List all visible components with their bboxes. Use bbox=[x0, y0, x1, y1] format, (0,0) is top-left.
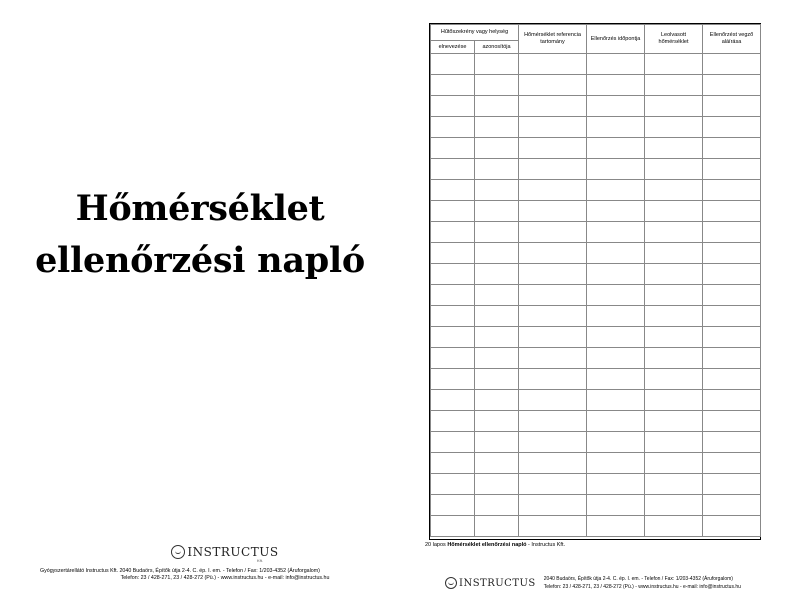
table-cell bbox=[587, 264, 645, 285]
logo-subtext: Kft. bbox=[256, 558, 263, 563]
table-cell bbox=[587, 243, 645, 264]
table-cell bbox=[475, 285, 519, 306]
table-row bbox=[431, 180, 761, 201]
table-cell bbox=[645, 222, 703, 243]
table-cell bbox=[645, 117, 703, 138]
table-cell bbox=[587, 117, 645, 138]
caption-bold: Hőmérséklet ellenőrzési napló bbox=[447, 542, 527, 548]
logo-text: INSTRUCTUS bbox=[187, 545, 279, 559]
table-cell bbox=[645, 306, 703, 327]
instructus-logo bbox=[40, 545, 410, 559]
table-row bbox=[431, 306, 761, 327]
company-contact-line: Telefon: 23 / 428-271, 23 / 428-272 (Pü.) - www.instructus.hu - e-mail: info@instructus.hu bbox=[120, 575, 330, 581]
table-cell bbox=[587, 453, 645, 474]
table-cell bbox=[519, 369, 587, 390]
table-cell bbox=[519, 285, 587, 306]
table-cell bbox=[645, 453, 703, 474]
table-row bbox=[431, 327, 761, 348]
header-name: elnevezése bbox=[431, 41, 475, 54]
table-cell bbox=[519, 96, 587, 117]
table-cell bbox=[475, 159, 519, 180]
title-line-1: Hőmérséklet bbox=[75, 188, 325, 229]
right-footer-address: 2040 Budaörs, Építők útja 2-4. C. ép. I. em. - Telefon / Fax: 1/203-4352 (Áruforgalom) bbox=[543, 576, 733, 582]
table-row bbox=[431, 117, 761, 138]
table-cell bbox=[519, 516, 587, 537]
table-row bbox=[431, 516, 761, 537]
table-cell bbox=[431, 474, 475, 495]
table-cell bbox=[587, 75, 645, 96]
log-table-container bbox=[429, 23, 761, 540]
table-cell bbox=[431, 243, 475, 264]
table-cell bbox=[431, 96, 475, 117]
table-cell bbox=[475, 264, 519, 285]
table-cell bbox=[645, 54, 703, 75]
table-row bbox=[431, 243, 761, 264]
table-cell bbox=[431, 54, 475, 75]
table-cell bbox=[431, 201, 475, 222]
table-cell bbox=[431, 495, 475, 516]
instructus-logo-icon bbox=[445, 577, 457, 589]
table-cell bbox=[587, 159, 645, 180]
table-row bbox=[431, 54, 761, 75]
table-cell bbox=[587, 306, 645, 327]
left-footer bbox=[40, 545, 410, 581]
table-cell bbox=[703, 180, 761, 201]
table-cell bbox=[645, 348, 703, 369]
table-cell bbox=[587, 411, 645, 432]
header-temperature-range: Hőmérséklet referencia tartomány bbox=[519, 25, 587, 54]
table-cell bbox=[431, 222, 475, 243]
header-temperature-reading: Leolvasott hőmérséklet bbox=[645, 25, 703, 54]
logo-text-small: INSTRUCTUS bbox=[459, 577, 536, 589]
table-cell bbox=[587, 201, 645, 222]
table-cell bbox=[519, 264, 587, 285]
header-fridge-or-room: Hűtőszekrény vagy helység bbox=[431, 25, 519, 41]
table-row bbox=[431, 96, 761, 117]
table-cell bbox=[475, 495, 519, 516]
table-cell bbox=[431, 159, 475, 180]
table-cell bbox=[519, 306, 587, 327]
table-cell bbox=[587, 516, 645, 537]
table-cell bbox=[645, 432, 703, 453]
table-cell bbox=[645, 138, 703, 159]
table-cell bbox=[431, 348, 475, 369]
table-cell bbox=[703, 201, 761, 222]
table-cell bbox=[703, 474, 761, 495]
table-cell bbox=[519, 75, 587, 96]
table-cell bbox=[431, 138, 475, 159]
table-cell bbox=[703, 222, 761, 243]
table-cell bbox=[703, 75, 761, 96]
table-cell bbox=[519, 495, 587, 516]
table-cell bbox=[475, 222, 519, 243]
table-cell bbox=[519, 159, 587, 180]
table-row bbox=[431, 453, 761, 474]
table-cell bbox=[645, 159, 703, 180]
table-cell bbox=[645, 390, 703, 411]
table-row bbox=[431, 201, 761, 222]
table-cell bbox=[431, 327, 475, 348]
table-cell bbox=[475, 180, 519, 201]
log-table bbox=[430, 24, 761, 537]
instructus-logo-icon bbox=[171, 545, 185, 559]
table-row bbox=[431, 348, 761, 369]
table-cell bbox=[431, 411, 475, 432]
table-cell bbox=[519, 411, 587, 432]
header-check-time: Ellenőrzés időpontja bbox=[587, 25, 645, 54]
table-cell bbox=[587, 432, 645, 453]
table-cell bbox=[431, 369, 475, 390]
table-cell bbox=[587, 348, 645, 369]
company-address-line: Gyógyszertárellátó Instructus Kft. 2040 Budaörs, Építők útja 2-4. C. ép. I. em. - Telefon / Fax: 1/203-4352 (Áruforgalom) bbox=[40, 568, 320, 574]
table-cell bbox=[703, 348, 761, 369]
table-caption bbox=[425, 542, 565, 548]
table-cell bbox=[645, 411, 703, 432]
table-cell bbox=[645, 516, 703, 537]
table-cell bbox=[475, 243, 519, 264]
table-cell bbox=[703, 159, 761, 180]
title-line-2: ellenőrzési napló bbox=[35, 240, 365, 281]
table-cell bbox=[703, 285, 761, 306]
table-cell bbox=[645, 495, 703, 516]
table-cell bbox=[519, 180, 587, 201]
table-cell bbox=[519, 327, 587, 348]
table-cell bbox=[475, 327, 519, 348]
table-cell bbox=[703, 306, 761, 327]
table-cell bbox=[703, 264, 761, 285]
table-cell bbox=[703, 54, 761, 75]
table-cell bbox=[645, 243, 703, 264]
header-id: azonosítója bbox=[475, 41, 519, 54]
table-cell bbox=[431, 453, 475, 474]
caption-prefix: 20 lapos bbox=[425, 542, 448, 548]
table-cell bbox=[475, 390, 519, 411]
table-cell bbox=[587, 327, 645, 348]
table-cell bbox=[475, 54, 519, 75]
table-cell bbox=[519, 117, 587, 138]
table-cell bbox=[475, 96, 519, 117]
table-cell bbox=[645, 327, 703, 348]
table-cell bbox=[645, 369, 703, 390]
table-cell bbox=[645, 264, 703, 285]
table-cell bbox=[645, 285, 703, 306]
table-cell bbox=[703, 96, 761, 117]
table-cell bbox=[475, 138, 519, 159]
table-cell bbox=[703, 453, 761, 474]
table-cell bbox=[703, 390, 761, 411]
table-cell bbox=[431, 264, 475, 285]
table-cell bbox=[645, 96, 703, 117]
table-cell bbox=[703, 327, 761, 348]
table-cell bbox=[519, 453, 587, 474]
table-cell bbox=[431, 432, 475, 453]
table-cell bbox=[587, 222, 645, 243]
table-cell bbox=[703, 369, 761, 390]
table-row bbox=[431, 285, 761, 306]
instructus-logo-small bbox=[445, 577, 536, 589]
table-cell bbox=[645, 180, 703, 201]
table-cell bbox=[703, 516, 761, 537]
table-cell bbox=[475, 411, 519, 432]
table-cell bbox=[519, 222, 587, 243]
table-row bbox=[431, 138, 761, 159]
table-row bbox=[431, 222, 761, 243]
table-cell bbox=[475, 453, 519, 474]
table-cell bbox=[587, 54, 645, 75]
table-cell bbox=[645, 75, 703, 96]
table-row bbox=[431, 369, 761, 390]
table-row bbox=[431, 390, 761, 411]
table-row bbox=[431, 474, 761, 495]
table-cell bbox=[475, 516, 519, 537]
table-cell bbox=[475, 348, 519, 369]
table-row bbox=[431, 495, 761, 516]
table-row bbox=[431, 411, 761, 432]
table-cell bbox=[587, 96, 645, 117]
table-cell bbox=[475, 306, 519, 327]
table-row bbox=[431, 432, 761, 453]
table-cell bbox=[519, 138, 587, 159]
table-cell bbox=[475, 369, 519, 390]
table-cell bbox=[519, 348, 587, 369]
table-row bbox=[431, 75, 761, 96]
table-cell bbox=[587, 180, 645, 201]
table-cell bbox=[519, 474, 587, 495]
log-table-body bbox=[431, 54, 761, 537]
table-cell bbox=[475, 117, 519, 138]
table-cell bbox=[519, 243, 587, 264]
right-footer bbox=[445, 575, 765, 591]
caption-suffix: - Instructus Kft. bbox=[526, 542, 566, 548]
table-cell bbox=[475, 432, 519, 453]
table-cell bbox=[703, 432, 761, 453]
table-cell bbox=[475, 75, 519, 96]
table-cell bbox=[703, 411, 761, 432]
table-cell bbox=[519, 201, 587, 222]
table-row bbox=[431, 159, 761, 180]
table-cell bbox=[703, 243, 761, 264]
table-cell bbox=[431, 285, 475, 306]
table-cell bbox=[703, 138, 761, 159]
table-cell bbox=[703, 117, 761, 138]
table-cell bbox=[645, 201, 703, 222]
table-cell bbox=[475, 201, 519, 222]
table-row bbox=[431, 264, 761, 285]
table-cell bbox=[431, 516, 475, 537]
table-cell bbox=[519, 390, 587, 411]
right-footer-info bbox=[544, 575, 741, 591]
page-title bbox=[20, 183, 380, 287]
table-cell bbox=[431, 306, 475, 327]
header-signature: Ellenőrzést vegző aláírása bbox=[703, 25, 761, 54]
right-footer-contact: Telefon: 23 / 428-271, 23 / 428-272 (Pü.) - www.instructus.hu - e-mail: info@instructus.hu bbox=[543, 584, 741, 590]
table-cell bbox=[431, 75, 475, 96]
table-cell bbox=[519, 54, 587, 75]
table-cell bbox=[587, 495, 645, 516]
table-cell bbox=[519, 432, 587, 453]
table-cell bbox=[587, 369, 645, 390]
table-cell bbox=[475, 474, 519, 495]
table-cell bbox=[703, 495, 761, 516]
table-cell bbox=[587, 138, 645, 159]
table-cell bbox=[587, 474, 645, 495]
table-cell bbox=[431, 117, 475, 138]
table-cell bbox=[431, 390, 475, 411]
table-cell bbox=[587, 285, 645, 306]
table-cell bbox=[645, 474, 703, 495]
table-cell bbox=[587, 390, 645, 411]
table-cell bbox=[431, 180, 475, 201]
